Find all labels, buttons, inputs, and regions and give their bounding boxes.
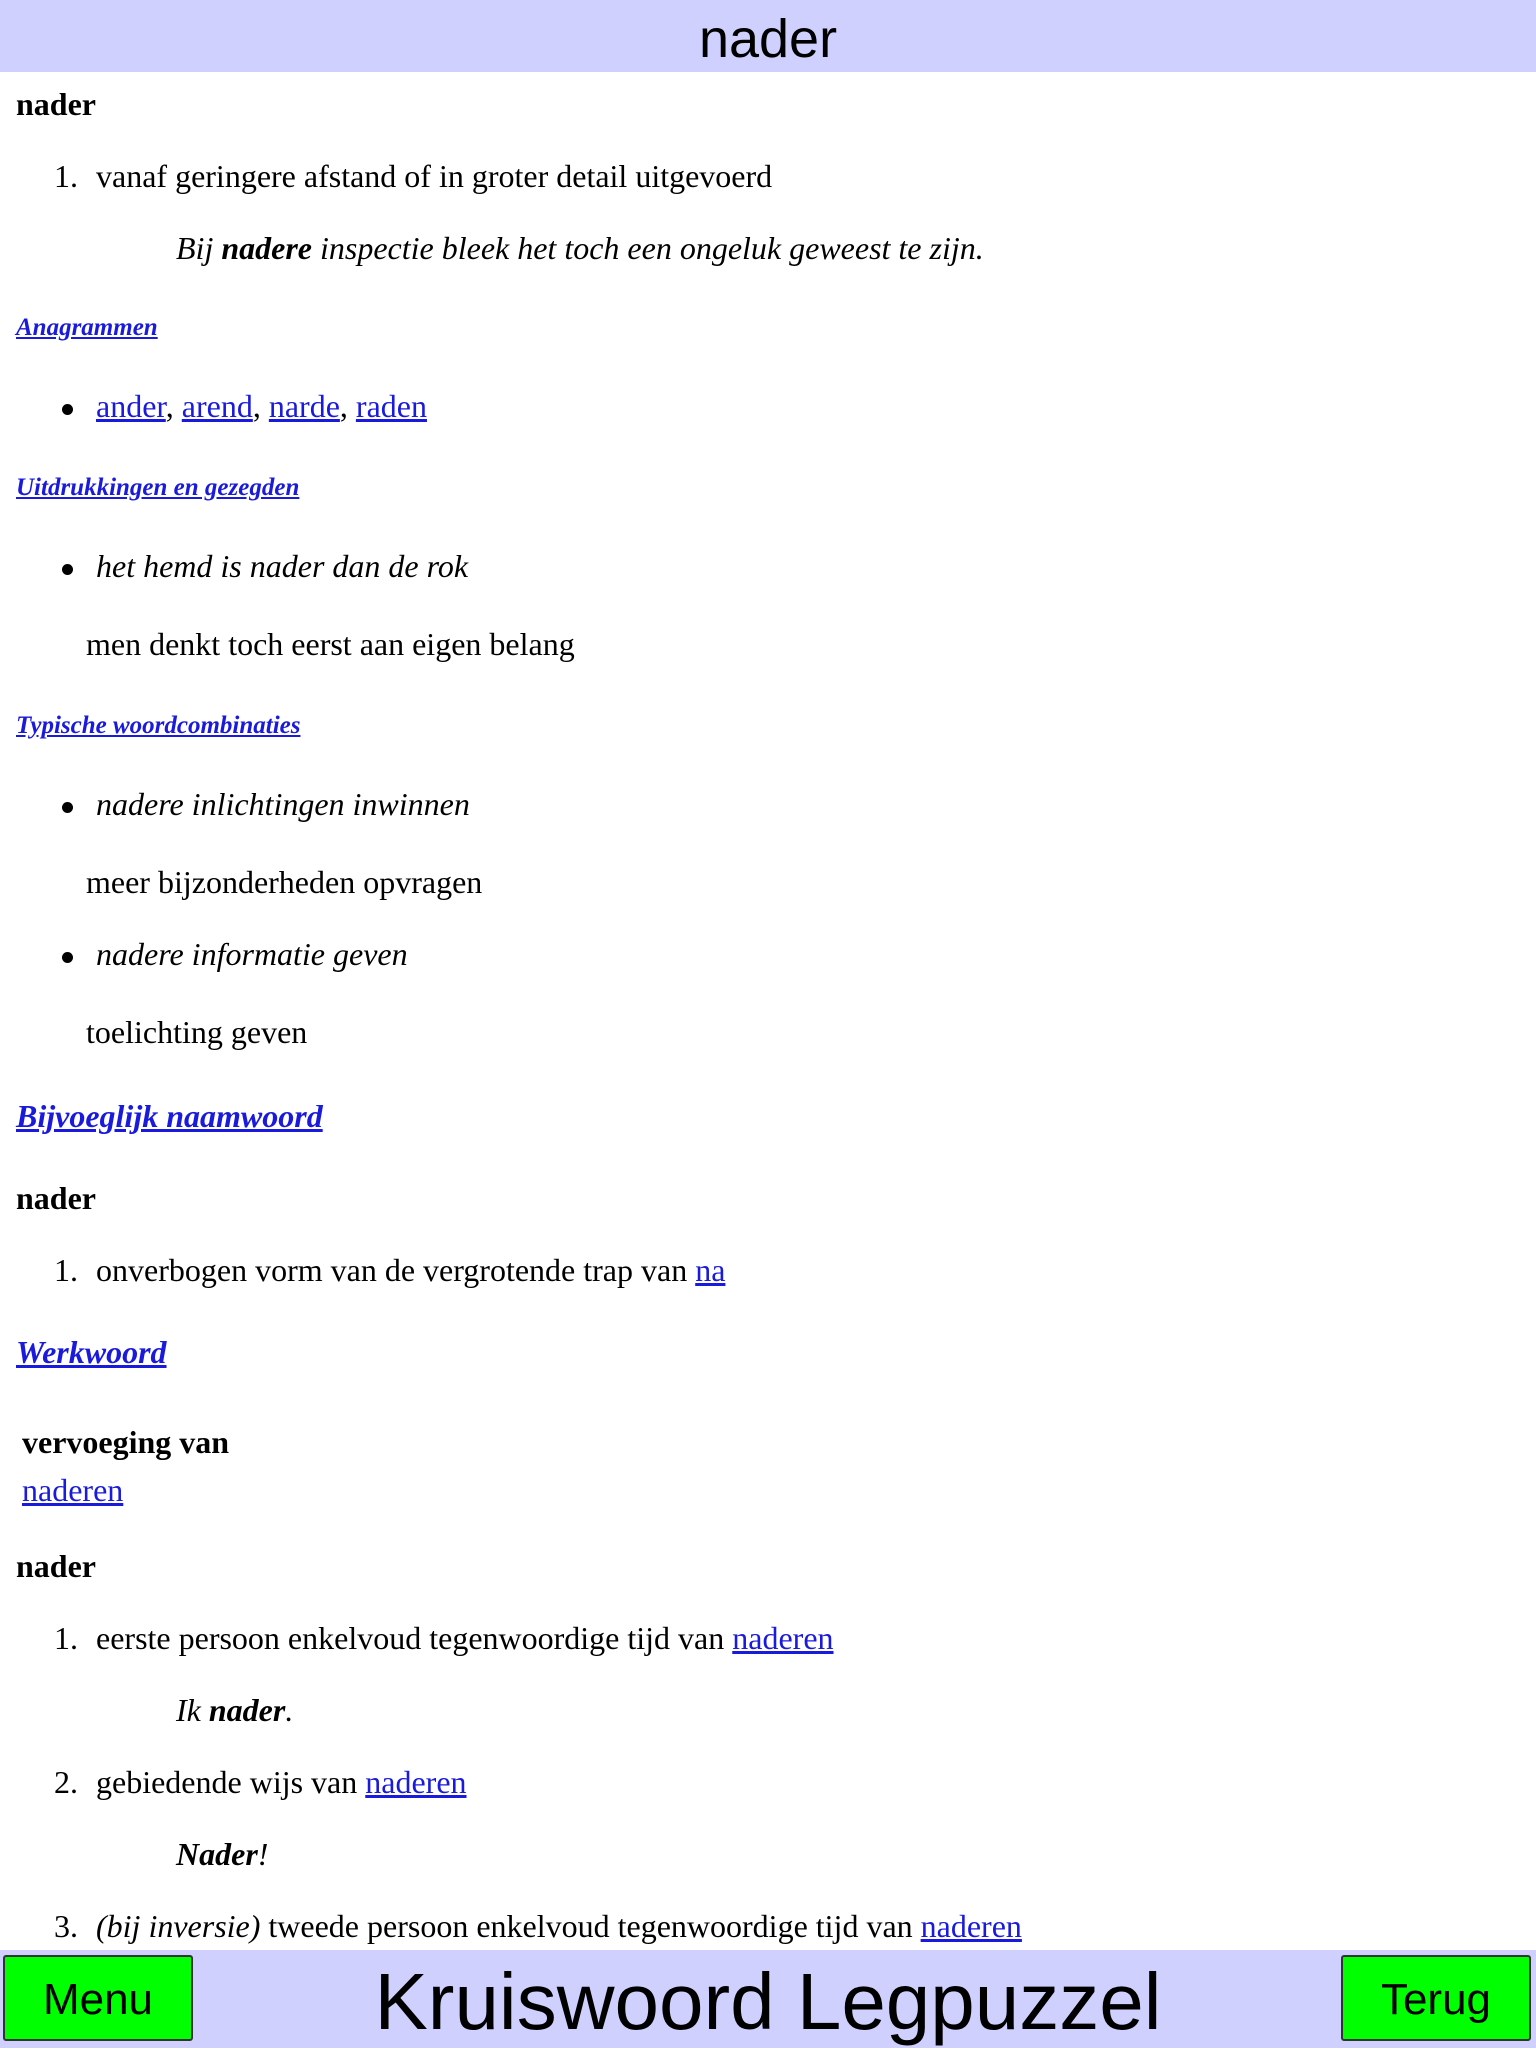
definition-number: 3. (54, 1908, 78, 1944)
example-highlight: nader (208, 1692, 286, 1728)
definition-text: (bij inversie) tweede persoon enkelvoud tegenwoordige tijd van naderen (96, 1908, 1022, 1944)
example-sentence: Ik nader. (176, 1692, 294, 1728)
section-combinations-link[interactable]: Typische woordcombinaties (16, 712, 301, 739)
page-title-bar (0, 0, 1536, 72)
section-anagrams-link[interactable]: Anagrammen (16, 314, 158, 341)
expression-phrase: het hemd is nader dan de rok (96, 548, 469, 584)
usage-note: (bij inversie) (96, 1908, 261, 1944)
conjugation-label: vervoeging van (22, 1424, 230, 1460)
word-link-naderen[interactable]: naderen (732, 1620, 834, 1656)
anagram-link-narde[interactable]: narde (268, 388, 340, 424)
example-sentence: Nader! (176, 1836, 269, 1872)
section-verb-link[interactable]: Werkwoord (16, 1334, 167, 1370)
expression-meaning: men denkt toch eerst aan eigen belang (86, 626, 575, 662)
menu-button[interactable]: Menu (3, 1955, 193, 2041)
combination-meaning: meer bijzonderheden opvragen (86, 864, 483, 900)
bullet-icon (62, 802, 73, 813)
bullet-icon (62, 952, 73, 963)
word-link-naderen[interactable]: naderen (365, 1764, 467, 1800)
example-highlight: nadere (221, 230, 312, 266)
section-adjective-link[interactable]: Bijvoeglijk naamwoord (16, 1098, 323, 1134)
definition-number: 2. (54, 1764, 78, 1800)
example-sentence: Bij nadere inspectie bleek het toch een ongeluk geweest te zijn. (176, 230, 984, 266)
page-title: nader (698, 9, 838, 69)
word-link-naderen[interactable]: naderen (920, 1908, 1022, 1944)
anagram-link-raden[interactable]: raden (355, 388, 427, 424)
combination-phrase: nadere informatie geven (96, 936, 408, 972)
entry-headword: nader (16, 1180, 96, 1216)
entry-headword: nader (16, 86, 96, 122)
definition-text: onverbogen vorm van de vergrotende trap van na (96, 1252, 726, 1288)
combination-phrase: nadere inlichtingen inwinnen (96, 786, 470, 822)
example-highlight: Nader (176, 1836, 258, 1872)
combination-meaning: toelichting geven (86, 1014, 308, 1050)
app-title: Kruiswoord Legpuzzel (374, 1957, 1162, 2046)
definition-text: eerste persoon enkelvoud tegenwoordige tijd van naderen (96, 1620, 834, 1656)
definition-number: 1. (54, 158, 78, 194)
anagram-link-arend[interactable]: arend (181, 388, 253, 424)
definition-number: 1. (54, 1620, 78, 1656)
entry-headword: nader (16, 1548, 96, 1584)
bullet-icon (62, 404, 73, 415)
definition-number: 1. (54, 1252, 78, 1288)
back-button[interactable]: Terug (1341, 1955, 1531, 2041)
dictionary-content[interactable] (0, 72, 1536, 1950)
definition-text: gebiedende wijs van naderen (96, 1764, 467, 1800)
conjugation-link[interactable]: naderen (22, 1472, 124, 1508)
bullet-icon (62, 564, 73, 575)
definition-text: vanaf geringere afstand of in groter detail uitgevoerd (96, 158, 773, 194)
anagram-link-ander[interactable]: ander (96, 388, 166, 424)
word-link-na[interactable]: na (695, 1252, 726, 1288)
anagram-list: ander, arend, narde, raden (96, 388, 427, 424)
section-expressions-link[interactable]: Uitdrukkingen en gezegden (16, 474, 300, 501)
bottom-bar (0, 1950, 1536, 2048)
